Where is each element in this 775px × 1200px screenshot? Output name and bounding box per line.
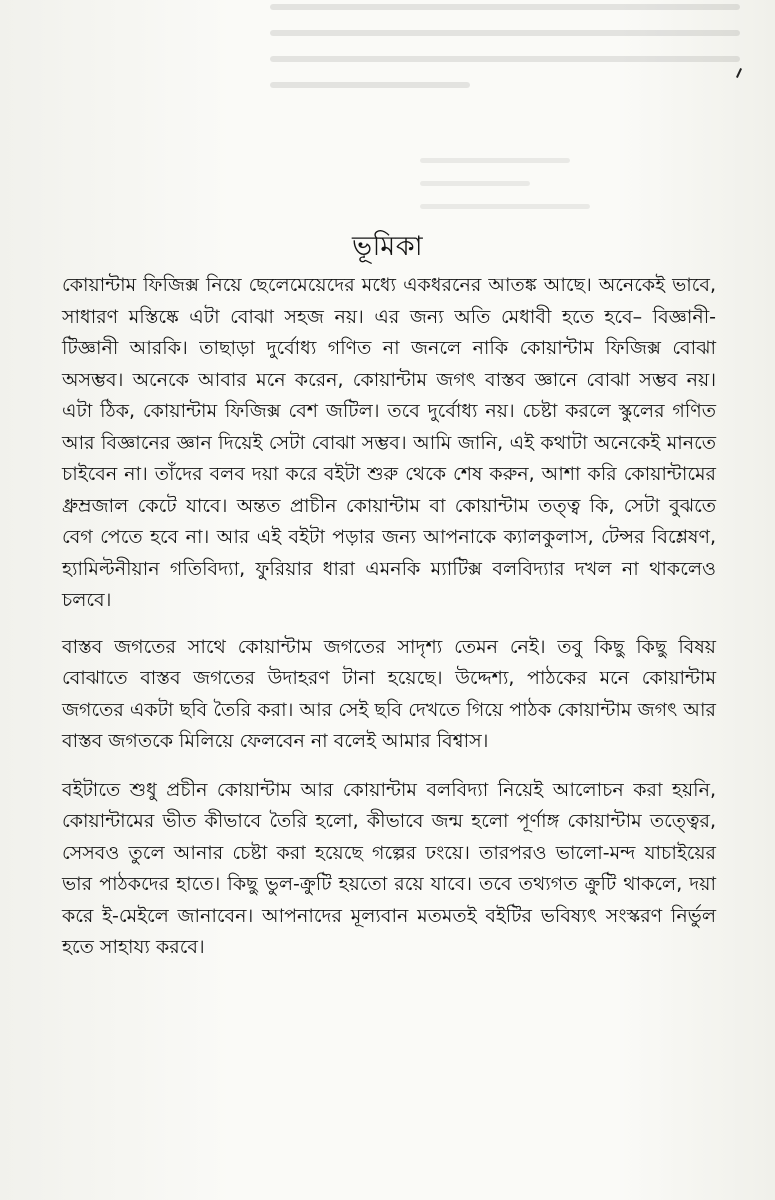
page-title: ভূমিকা xyxy=(351,231,424,262)
paragraph-2: বাস্তব জগতের সাথে কোয়ান্টাম জগতের সাদৃশ্য তেমন নেই। তবু কিছু কিছু বিষয় বোঝাতে বাস্তব জগতের উদাহরণ টানা হয়েছে। উদ্দেশ্য, পাঠকের মনে কোয়ান্টাম জগতের একটা ছবি তৈরি করা। আর সেই ছবি দেখতে গিয়ে পাঠক কোয়ান্টাম জগৎ আর বাস্তব জগতকে মিলিয়ে ফেলবেন না বলেই আমার বিশ্বাস। xyxy=(62,635,716,752)
preface-body xyxy=(62,270,716,979)
reverse-page-show-through xyxy=(270,0,750,120)
reverse-page-show-through-side xyxy=(420,140,600,209)
paragraph-1: কোয়ান্টাম ফিজিক্স নিয়ে ছেলেমেয়েদের মধ্যে একধরনের আতঙ্ক আছে। অনেকেই ভাবে, সাধারণ মস্তিষ্কে এটা বোঝা সহজ নয়। এর জন্য অতি মেধাবী হতে হবে– বিজ্ঞানী-টিজ্ঞানী আরকি। তাছাড়া দুর্বোধ্য গণিত না জনলে নাকি কোয়ান্টাম ফিজিক্স বোঝা অসম্ভব। অনেকে আবার মনে করেন, কোয়ান্টাম জগৎ বাস্তব জ্ঞানে বোঝা সম্ভব নয়। এটা ঠিক, কোয়ান্টাম ফিজিক্স বেশ জটিল। তবে দুর্বোধ্য নয়। চেষ্টা করলে স্কুলের গণিত আর বিজ্ঞানের জ্ঞান দিয়েই সেটা বোঝা সম্ভব। আমি জানি, এই কথাটা অনেকেই মানতে চাইবেন না। তাঁদের বলব দয়া করে বইটা শুরু থেকে শেষ করুন, আশা করি কোয়ান্টামের ধ্রুম্রজাল কেটে যাবে। অন্তত প্রাচীন কোয়ান্টাম বা কোয়ান্টাম তত্ত্ব কি, সেটা বুঝতে বেগ পেতে হবে না। আর এই বইটা পড়ার জন্য আপনাকে ক্যালকুলাস, টেন্সর বিশ্লেষণ, হ্যামিল্টনীয়ান গতিবিদ্যা, ফুরিয়ার ধারা এমনকি ম্যাটিক্স বলবিদ্যার দখল না থাকলেও চলবে। xyxy=(62,274,716,611)
paragraph-3: বইটাতে শুধু প্রচীন কোয়ান্টাম আর কোয়ান্টাম বলবিদ্যা নিয়েই আলোচন করা হয়নি, কোয়ান্টামের ভীত কীভাবে তৈরি হলো, কীভাবে জন্ম হলো পূর্ণাঙ্গ কোয়ান্টাম তত্ত্বের, সেসবও তুলে আনার চেষ্টা করা হয়েছে গল্পের ঢংয়ে। তারপরও ভালো-মন্দ যাচাইয়ের ভার পাঠকদের হাতে। কিছু ভুল-ক্রুটি হয়তো রয়ে যাবে। তবে তথ্যগত ক্রুটি থাকলে, দয়া করে ই-মেইলে জানাবেন। আপনাদের মূল্যবান মতমতই বইটির ভবিষ্যৎ সংস্করণ নির্ভুল হতে সাহায্য করবে। xyxy=(62,778,716,958)
